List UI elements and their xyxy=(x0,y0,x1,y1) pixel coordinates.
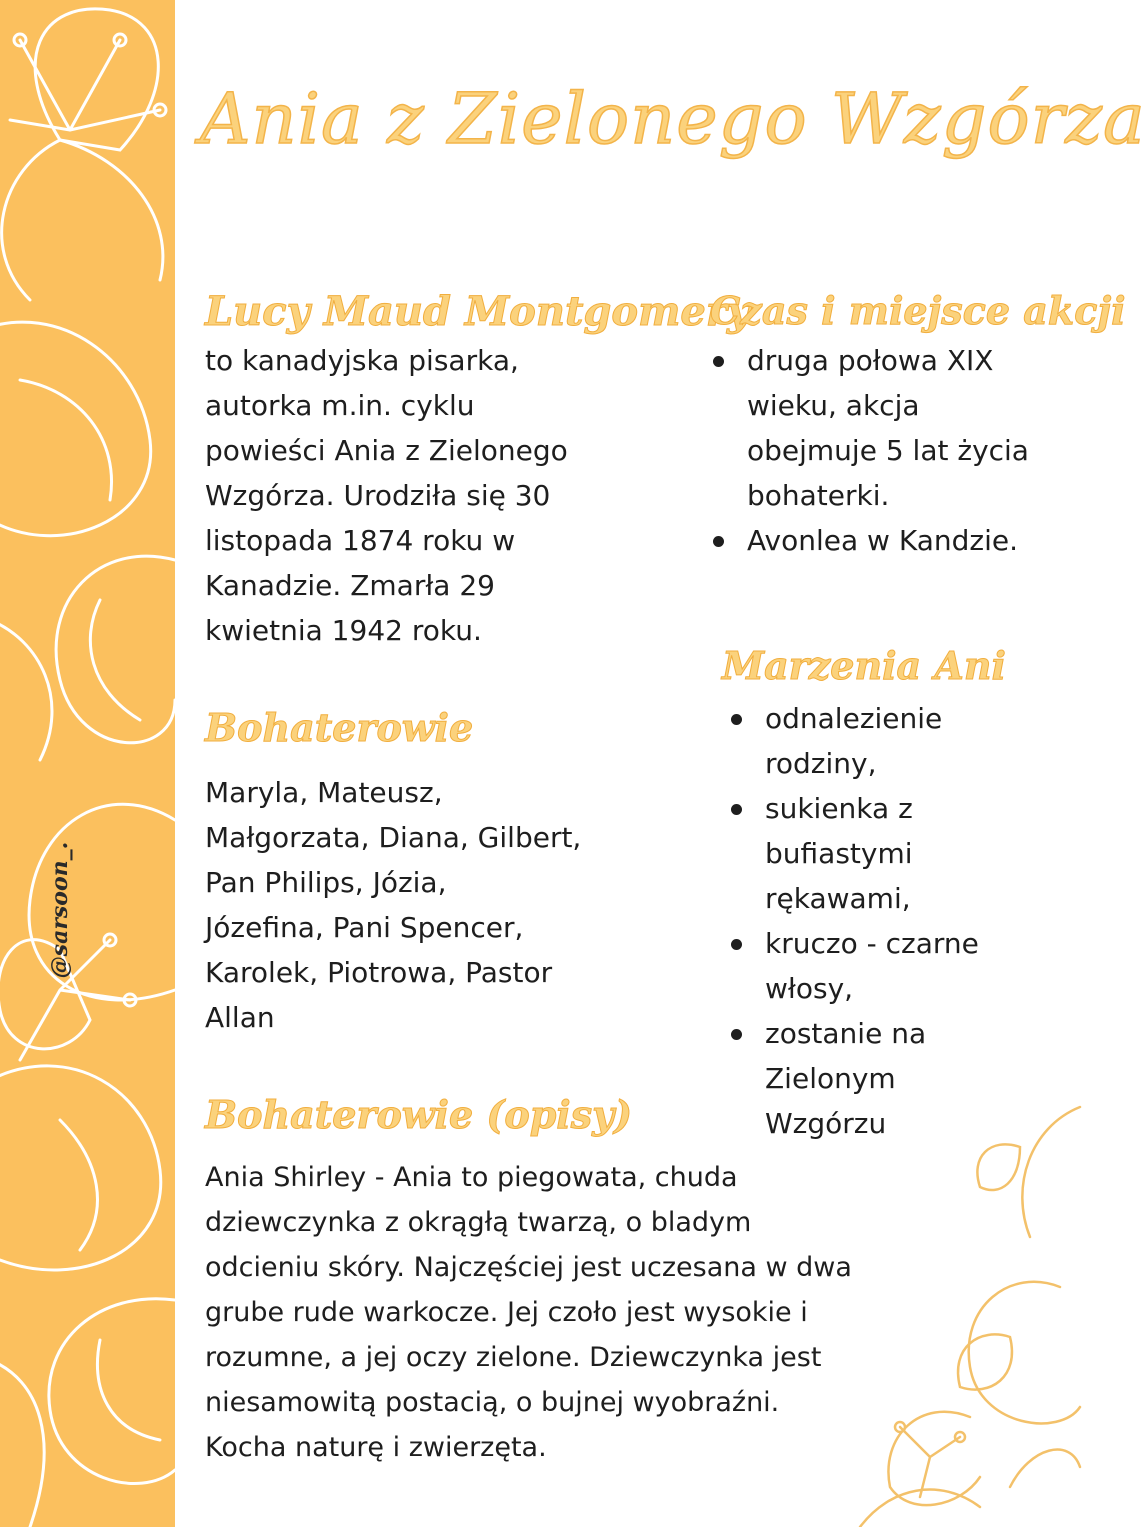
page-title: Ania z Zielonego Wzgórza xyxy=(200,78,1146,160)
description-line: rozumne, a jej oczy zielone. Dziewczynka jest xyxy=(205,1342,822,1373)
time-place-heading: Czas i miejsce akcji xyxy=(710,288,1126,333)
author-line: powieści Ania z Zielonego xyxy=(205,434,568,467)
author-line: kwietnia 1942 roku. xyxy=(205,614,482,647)
characters-line: Allan xyxy=(205,1001,275,1034)
list-item: Avonlea w Kandzie. xyxy=(707,518,1037,563)
author-line: autorka m.in. cyklu xyxy=(205,389,475,422)
list-item: zostanie na Zielonym Wzgórzu xyxy=(725,1011,1025,1146)
dreams-list xyxy=(725,696,1025,1146)
descriptions-text xyxy=(205,1155,1005,1470)
author-line: Wzgórza. Urodziła się 30 xyxy=(205,479,551,512)
author-line: listopada 1874 roku w xyxy=(205,524,516,557)
author-line: to kanadyjska pisarka, xyxy=(205,344,519,377)
characters-line: Pan Philips, Józia, xyxy=(205,866,447,899)
description-line: odcieniu skóry. Najczęściej jest uczesana w dwa xyxy=(205,1252,852,1283)
list-item: druga połowa XIX wieku, akcja obejmuje 5 lat życia bohaterki. xyxy=(707,338,1037,518)
description-line: niesamowitą postacią, o bujnej wyobraźni. xyxy=(205,1387,780,1418)
description-line: grube rude warkocze. Jej czoło jest wysokie i xyxy=(205,1297,808,1328)
description-line: Kocha naturę i zwierzęta. xyxy=(205,1432,547,1463)
characters-line: Karolek, Piotrowa, Pastor xyxy=(205,956,553,989)
author-heading: Lucy Maud Montgomery xyxy=(205,288,751,335)
time-place-list xyxy=(707,338,1037,563)
description-line: Ania Shirley - Ania to piegowata, chuda xyxy=(205,1162,738,1193)
author-text xyxy=(205,338,675,653)
author-handle: @sarsoon_. xyxy=(47,841,73,979)
floral-sidebar xyxy=(0,0,175,1527)
characters-line: Maryla, Mateusz, xyxy=(205,776,443,809)
characters-text xyxy=(205,770,665,1040)
characters-heading: Bohaterowie xyxy=(205,705,474,750)
author-line: Kanadzie. Zmarła 29 xyxy=(205,569,495,602)
list-item: kruczo - czarne włosy, xyxy=(725,921,1025,1011)
characters-line: Józefina, Pani Spencer, xyxy=(205,911,524,944)
flower-pattern-icon xyxy=(0,0,175,1527)
list-item: sukienka z bufiastymi rękawami, xyxy=(725,786,1025,921)
list-item: odnalezienie rodziny, xyxy=(725,696,1025,786)
description-line: dziewczynka z okrągłą twarzą, o bladym xyxy=(205,1207,752,1238)
characters-line: Małgorzata, Diana, Gilbert, xyxy=(205,821,582,854)
dreams-heading: Marzenia Ani xyxy=(722,643,1006,688)
descriptions-heading: Bohaterowie (opisy) xyxy=(205,1092,633,1137)
